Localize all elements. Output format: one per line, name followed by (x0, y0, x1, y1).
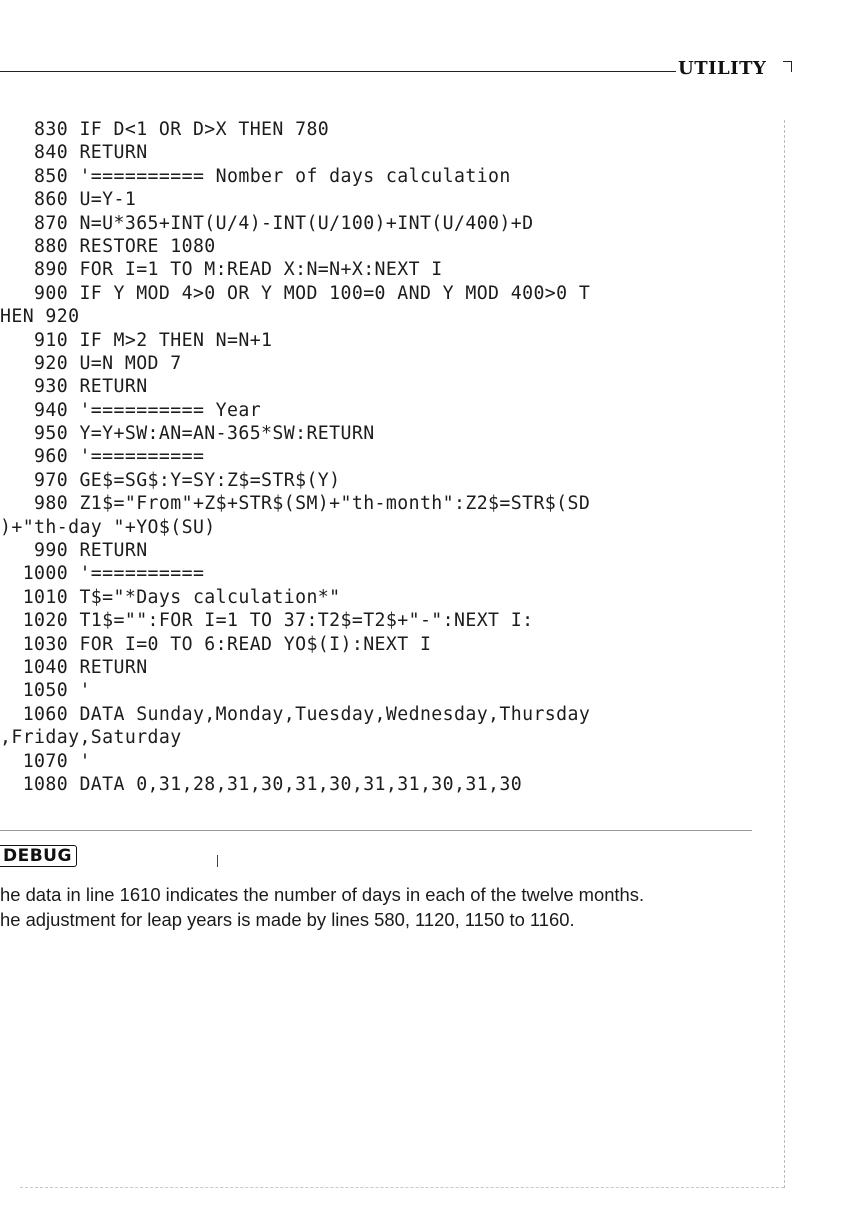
code-line: 980 Z1$="From"+Z$+STR$(SM)+"th-month":Z2$=STR$(SD (0, 493, 591, 515)
code-line: 1040 RETURN (0, 656, 148, 678)
code-line: 1070 ' (0, 750, 91, 772)
code-line: ,Friday,Saturday (0, 727, 182, 749)
debug-explanation (0, 883, 780, 932)
code-line: 1010 T$="*Days calculation*" (0, 586, 341, 608)
debug-text-line: he adjustment for leap years is made by lines 580, 1120, 1150 to 1160. (0, 908, 575, 930)
code-line: 930 RETURN (0, 376, 148, 398)
code-line: 900 IF Y MOD 4>0 OR Y MOD 100=0 AND Y MOD 400>0 T (0, 282, 591, 304)
code-line: 990 RETURN (0, 540, 148, 562)
code-line: 1080 DATA 0,31,28,31,30,31,30,31,31,30,31,30 (0, 773, 523, 795)
code-line: 920 U=N MOD 7 (0, 352, 182, 374)
basic-code-listing (0, 118, 790, 796)
code-line: )+"th-day "+YO$(SU) (0, 516, 216, 538)
code-line: 850 '========== Nomber of days calculation (0, 165, 511, 187)
code-line: 1030 FOR I=0 TO 6:READ YO$(I):NEXT I (0, 633, 432, 655)
code-line: 960 '========== (0, 446, 205, 468)
code-line: 870 N=U*365+INT(U/4)-INT(U/100)+INT(U/400)+D (0, 212, 534, 234)
code-line: 1060 DATA Sunday,Monday,Tuesday,Wednesday,Thursday (0, 703, 591, 725)
code-line: 880 RESTORE 1080 (0, 235, 216, 257)
stray-mark (217, 855, 218, 867)
debug-text-line: he data in line 1610 indicates the number of days in each of the twelve months. (0, 884, 645, 905)
code-line: 1020 T1$="":FOR I=1 TO 37:T2$=T2$+"-":NEXT I: (0, 610, 534, 632)
debug-badge: DEBUG (0, 845, 77, 867)
code-line: 890 FOR I=1 TO M:READ X:N=N+X:NEXT I (0, 259, 443, 281)
code-line: 940 '========== Year (0, 399, 262, 421)
code-line: 1000 '========== (0, 563, 205, 585)
bottom-rule (20, 1187, 784, 1188)
code-line: 840 RETURN (0, 142, 148, 164)
code-line: 1050 ' (0, 680, 91, 702)
listing-divider (0, 830, 752, 831)
header-rule (0, 71, 676, 72)
code-line: 970 GE$=SG$:Y=SY:Z$=STR$(Y) (0, 469, 341, 491)
code-line: 910 IF M>2 THEN N=N+1 (0, 329, 273, 351)
section-title: UTILITY (678, 58, 767, 79)
code-line: HEN 920 (0, 306, 80, 328)
code-line: 830 IF D<1 OR D>X THEN 780 (0, 119, 330, 140)
code-line: 860 U=Y-1 (0, 189, 137, 211)
title-corner-mark (783, 61, 792, 72)
code-line: 950 Y=Y+SW:AN=AN-365*SW:RETURN (0, 423, 375, 445)
